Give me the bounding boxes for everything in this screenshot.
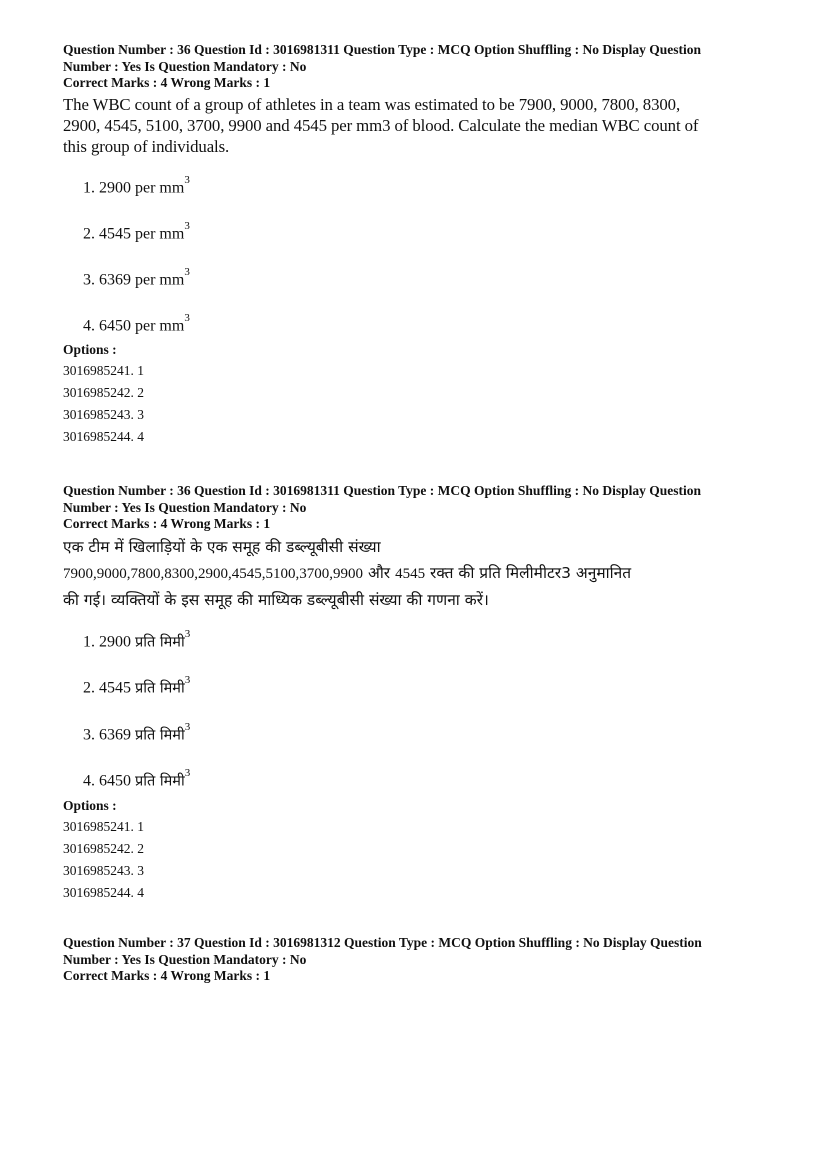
option-id-line: 3016985243. 3 bbox=[63, 406, 144, 422]
answer-choice[interactable] bbox=[83, 263, 763, 309]
choice-sup: 3 bbox=[184, 311, 190, 324]
wbc-value-last: 4545 bbox=[395, 565, 426, 582]
meta-line-2: Number : Yes Is Question Mandatory : No bbox=[63, 58, 307, 74]
answer-choice[interactable] bbox=[83, 625, 763, 672]
meta-line-1: Question Number : 37 Question Id : 3016981312 Question Type : MCQ Option Shuffling : No Display Question bbox=[63, 935, 702, 950]
question-text-line bbox=[63, 560, 763, 587]
choice-unit: प्रति मिमी bbox=[135, 773, 185, 790]
question-text bbox=[63, 94, 763, 157]
choice-unit: प्रति मिमी bbox=[135, 633, 185, 650]
question-block-hindi bbox=[63, 483, 763, 904]
choice-value: 6450 bbox=[99, 316, 131, 334]
options-label: Options : bbox=[63, 797, 117, 813]
option-id-line: 3016985241. 1 bbox=[63, 818, 144, 834]
question-text-line: 2900, 4545, 5100, 3700, 9900 and 4545 per mm3 of blood. Calculate the median WBC count of bbox=[63, 115, 699, 135]
choice-unit: per mm bbox=[135, 270, 185, 288]
question-text-tail: रक्त की प्रति मिलीमीटर3 अनुमानित bbox=[430, 563, 632, 582]
answer-choices bbox=[83, 171, 763, 355]
option-id-line: 3016985244. 4 bbox=[63, 884, 144, 900]
answer-choice[interactable] bbox=[83, 718, 763, 765]
choice-sup: 3 bbox=[184, 265, 190, 278]
choice-number: 4. bbox=[83, 772, 95, 790]
question-meta bbox=[63, 935, 763, 985]
choice-value: 2900 bbox=[99, 178, 131, 196]
question-meta bbox=[63, 483, 763, 533]
choice-sup: 3 bbox=[184, 767, 191, 779]
choice-number: 2. bbox=[83, 224, 95, 242]
options-label: Options : bbox=[63, 341, 117, 357]
marks-line: Correct Marks : 4 Wrong Marks : 1 bbox=[63, 516, 271, 531]
choice-number: 3. bbox=[83, 270, 95, 288]
choice-value: 6369 bbox=[99, 270, 131, 288]
option-id-line: 3016985242. 2 bbox=[63, 384, 144, 400]
answer-choice[interactable] bbox=[83, 171, 763, 217]
question-text-line: की गई। व्यक्तियों के इस समूह की माध्यिक डब्ल्यूबीसी संख्या की गणना करें। bbox=[63, 590, 489, 609]
choice-sup: 3 bbox=[184, 173, 190, 186]
choice-value: 6450 bbox=[99, 772, 131, 790]
answer-choice[interactable] bbox=[83, 217, 763, 263]
marks-line: Correct Marks : 4 Wrong Marks : 1 bbox=[63, 968, 271, 983]
choice-sup: 3 bbox=[184, 219, 190, 232]
choice-value: 6369 bbox=[99, 725, 131, 743]
meta-line-2: Number : Yes Is Question Mandatory : No bbox=[63, 951, 307, 967]
choice-number: 4. bbox=[83, 316, 95, 334]
wbc-values: 7900,9000,7800,8300,2900,4545,5100,3700,9900 bbox=[63, 565, 363, 582]
question-text-line: this group of individuals. bbox=[63, 136, 230, 156]
answer-choices bbox=[83, 625, 763, 811]
question-block-english bbox=[63, 42, 763, 448]
question-text-line: The WBC count of a group of athletes in a team was estimated to be 7900, 9000, 7800, 8300, bbox=[63, 94, 681, 114]
meta-line-1: Question Number : 36 Question Id : 3016981311 Question Type : MCQ Option Shuffling : No Display Question bbox=[63, 483, 701, 498]
answer-choice[interactable] bbox=[83, 671, 763, 718]
choice-sup: 3 bbox=[184, 720, 191, 733]
choice-sup: 3 bbox=[184, 674, 191, 686]
choice-unit: per mm bbox=[135, 178, 185, 196]
choice-value: 4545 bbox=[99, 224, 131, 242]
choice-number: 3. bbox=[83, 725, 95, 743]
question-meta bbox=[63, 42, 763, 92]
choice-unit: प्रति मिमी bbox=[135, 726, 185, 743]
choice-value: 4545 bbox=[99, 679, 131, 697]
meta-line-1: Question Number : 36 Question Id : 3016981311 Question Type : MCQ Option Shuffling : No Display Question bbox=[63, 42, 701, 57]
choice-number: 1. bbox=[83, 632, 95, 650]
option-id-line: 3016985242. 2 bbox=[63, 840, 144, 856]
question-text-hindi bbox=[63, 534, 763, 613]
choice-number: 1. bbox=[83, 178, 95, 196]
choice-sup: 3 bbox=[184, 627, 191, 640]
choice-unit: प्रति मिमी bbox=[135, 680, 185, 697]
choice-unit: per mm bbox=[135, 316, 185, 334]
question-block-next bbox=[63, 935, 763, 985]
option-id-line: 3016985243. 3 bbox=[63, 862, 144, 878]
option-id-line: 3016985241. 1 bbox=[63, 362, 144, 378]
option-id-line: 3016985244. 4 bbox=[63, 428, 144, 444]
question-text-line: एक टीम में खिलाड़ियों के एक समूह की डब्ल्यूबीसी संख्या bbox=[63, 537, 381, 556]
marks-line: Correct Marks : 4 Wrong Marks : 1 bbox=[63, 75, 271, 90]
choice-number: 2. bbox=[83, 679, 95, 697]
conjunction: और bbox=[367, 563, 391, 582]
choice-value: 2900 bbox=[99, 632, 131, 650]
meta-line-2: Number : Yes Is Question Mandatory : No bbox=[63, 499, 307, 515]
choice-unit: per mm bbox=[135, 224, 185, 242]
